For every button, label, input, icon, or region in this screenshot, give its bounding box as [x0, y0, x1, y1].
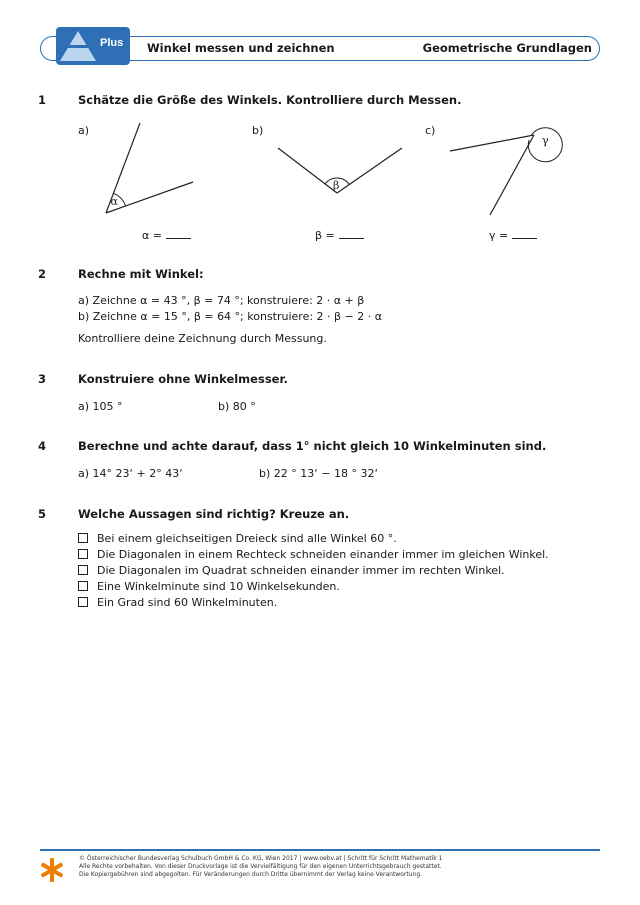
logo-text: Plus — [100, 37, 124, 49]
task-part-b: b) 22 ° 13‘ − 18 ° 32‘ — [259, 467, 378, 480]
beta-symbol: β — [333, 179, 340, 192]
plus-logo — [56, 27, 130, 65]
angle-alpha-figure — [95, 115, 205, 220]
gamma-symbol: γ — [542, 134, 549, 147]
task-line: a) Zeichne α = 43 °, β = 74 °; konstruiere: 2 · α + β — [78, 294, 365, 307]
answer-blank[interactable] — [512, 229, 537, 239]
task-title: Schätze die Größe des Winkels. Kontrolliere durch Messen. — [78, 93, 462, 107]
task-number: 5 — [38, 507, 47, 521]
page-title: Winkel messen und zeichnen — [147, 41, 335, 55]
checkbox[interactable] — [78, 565, 88, 575]
figure-label: c) — [425, 124, 436, 137]
checkbox[interactable] — [78, 533, 88, 543]
task-number: 4 — [38, 439, 47, 453]
statement-item — [78, 548, 549, 563]
task-title: Konstruiere ohne Winkelmesser. — [78, 372, 288, 386]
task-part-a: a) 14° 23‘ + 2° 43‘ — [78, 467, 183, 480]
answer-beta: β = — [315, 229, 364, 242]
figure-label: a) — [78, 124, 90, 137]
answer-gamma: γ = — [489, 229, 537, 242]
answer-alpha: α = — [142, 229, 191, 242]
figure-label: b) — [252, 124, 264, 137]
task-title: Berechne und achte darauf, dass 1° nicht gleich 10 Winkelminuten sind. — [78, 439, 547, 453]
task-part-b: b) 80 ° — [218, 400, 256, 413]
statement-text: Bei einem gleichseitigen Dreieck sind alle Winkel 60 °. — [97, 532, 397, 545]
answer-blank[interactable] — [339, 229, 364, 239]
task-title: Welche Aussagen sind richtig? Kreuze an. — [78, 507, 350, 521]
task-number: 1 — [38, 93, 47, 107]
answer-blank[interactable] — [166, 229, 191, 239]
statement-item — [78, 532, 397, 547]
statement-text: Ein Grad sind 60 Winkelminuten. — [97, 596, 278, 609]
checkbox[interactable] — [78, 581, 88, 591]
task-line: b) Zeichne α = 15 °, β = 64 °; konstruiere: 2 · β − 2 · α — [78, 310, 383, 323]
statement-text: Die Diagonalen in einem Rechteck schneiden einander immer im gleichen Winkel. — [97, 548, 549, 561]
statement-item — [78, 596, 277, 611]
task-note: Kontrolliere deine Zeichnung durch Messung. — [78, 332, 327, 345]
checkbox[interactable] — [78, 549, 88, 559]
footer-copyright: © Österreichischer Bundesverlag Schulbuch GmbH & Co. KG, Wien 2017 | www.oebv.at | Schritt für Schritt Mathematik 1 Alle Rechte vorbehalten. Von dieser Druckvorlage ist die Vervielfältigung für den eigenen Unterrichtsgebrauch gestattet. Die Kopiergebühren sind abgegolten. Für Veränderungen durch Dritte übernimmt der Verlag keine Verantwortung. — [79, 855, 443, 878]
statement-item — [78, 580, 340, 595]
statement-text: Die Diagonalen im Quadrat schneiden einander immer im rechten Winkel. — [97, 564, 505, 577]
angle-gamma-figure — [445, 118, 560, 220]
page-topic: Geometrische Grundlagen — [422, 41, 592, 55]
task-part-a: a) 105 ° — [78, 400, 123, 413]
angle-beta-figure — [270, 138, 410, 200]
alpha-symbol: α — [110, 195, 118, 208]
checkbox[interactable] — [78, 597, 88, 607]
statement-item — [78, 564, 505, 579]
task-number: 3 — [38, 372, 47, 386]
statement-text: Eine Winkelminute sind 10 Winkelsekunden. — [97, 580, 340, 593]
task-number: 2 — [38, 267, 47, 281]
task-title: Rechne mit Winkel: — [78, 267, 204, 281]
footer-divider — [40, 849, 600, 851]
publisher-logo-icon — [40, 857, 64, 883]
